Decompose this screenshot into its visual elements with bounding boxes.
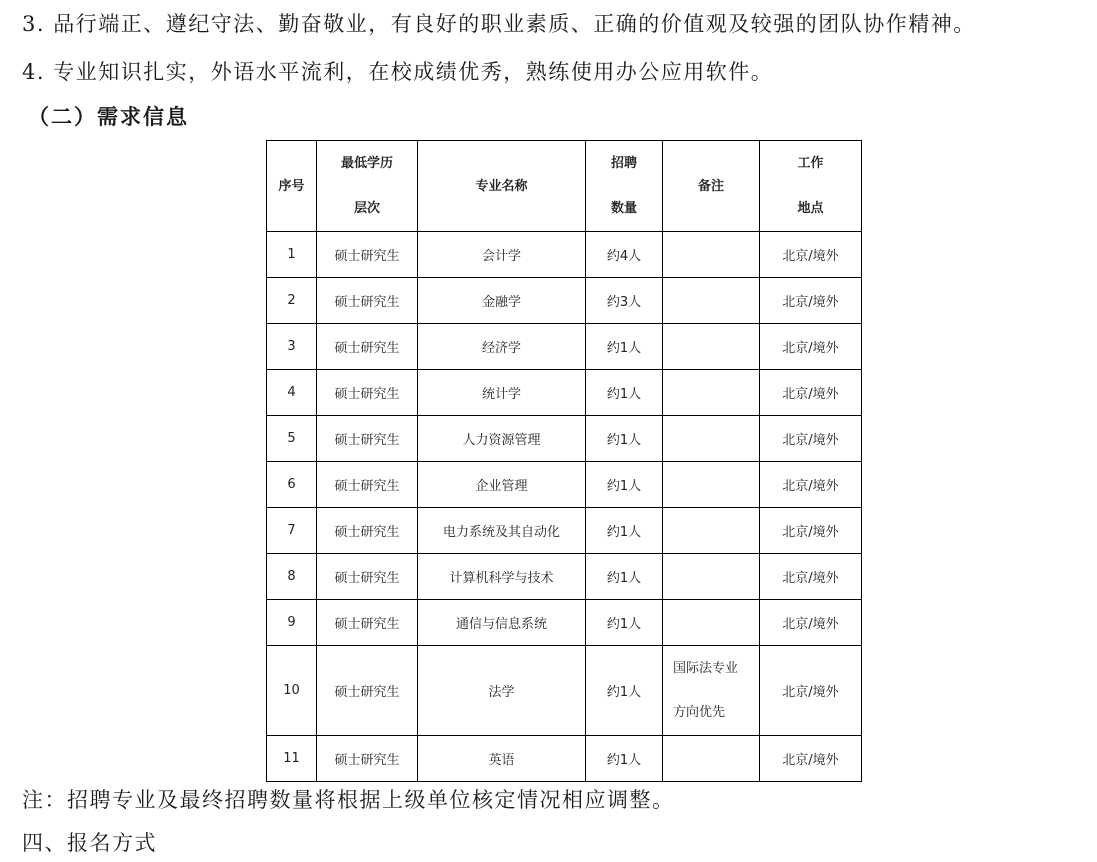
header-location-line2: 地点 — [797, 201, 824, 216]
count-cell: 约1人 — [586, 508, 663, 554]
remark-cell — [663, 554, 760, 600]
header-remark: 备注 — [663, 141, 760, 232]
count-cell: 约1人 — [586, 416, 663, 462]
education-cell: 硕士研究生 — [317, 646, 418, 736]
table-row — [267, 416, 862, 462]
row-number-cell: 5 — [267, 416, 317, 462]
location-cell: 北京/境外 — [760, 370, 862, 416]
major-cell: 经济学 — [418, 324, 586, 370]
location-cell: 北京/境外 — [760, 232, 862, 278]
location-cell: 北京/境外 — [760, 278, 862, 324]
row-number-cell: 10 — [267, 646, 317, 736]
row-number-cell: 11 — [267, 736, 317, 782]
education-cell: 硕士研究生 — [317, 736, 418, 782]
row-number-cell: 7 — [267, 508, 317, 554]
table-row — [267, 736, 862, 782]
row-number-cell: 9 — [267, 600, 317, 646]
row-number-cell: 2 — [267, 278, 317, 324]
education-cell: 硕士研究生 — [317, 416, 418, 462]
table-row — [267, 462, 862, 508]
major-cell: 金融学 — [418, 278, 586, 324]
header-count-line2: 数量 — [610, 201, 637, 216]
row-number-cell: 4 — [267, 370, 317, 416]
location-cell: 北京/境外 — [760, 416, 862, 462]
location-cell: 北京/境外 — [760, 508, 862, 554]
education-cell: 硕士研究生 — [317, 370, 418, 416]
major-cell: 统计学 — [418, 370, 586, 416]
major-cell: 人力资源管理 — [418, 416, 586, 462]
count-cell: 约1人 — [586, 324, 663, 370]
education-cell: 硕士研究生 — [317, 554, 418, 600]
major-cell: 通信与信息系统 — [418, 600, 586, 646]
section-heading: （二）需求信息 — [28, 104, 189, 129]
major-cell: 计算机科学与技术 — [418, 554, 586, 600]
table-header-row — [267, 141, 862, 232]
count-cell: 约4人 — [586, 232, 663, 278]
remark-cell — [663, 508, 760, 554]
count-cell: 约1人 — [586, 600, 663, 646]
header-no: 序号 — [267, 141, 317, 232]
remark-cell — [663, 278, 760, 324]
education-cell: 硕士研究生 — [317, 324, 418, 370]
table-row — [267, 324, 862, 370]
education-cell: 硕士研究生 — [317, 508, 418, 554]
education-cell: 硕士研究生 — [317, 600, 418, 646]
count-cell: 约3人 — [586, 278, 663, 324]
adjustment-note: 注：招聘专业及最终招聘数量将根据上级单位核定情况相应调整。 — [22, 788, 675, 812]
next-section-heading: 四、报名方式 — [22, 831, 157, 855]
demand-table — [266, 140, 862, 782]
location-cell: 北京/境外 — [760, 600, 862, 646]
header-count-line1: 招聘 — [610, 156, 637, 171]
major-cell: 法学 — [418, 646, 586, 736]
remark-cell — [663, 462, 760, 508]
remark-cell — [663, 600, 760, 646]
major-cell: 会计学 — [418, 232, 586, 278]
table-row — [267, 232, 862, 278]
row-number-cell: 8 — [267, 554, 317, 600]
education-cell: 硕士研究生 — [317, 462, 418, 508]
count-cell: 约1人 — [586, 370, 663, 416]
row-number-cell: 6 — [267, 462, 317, 508]
requirement-item-4: 4. 专业知识扎实，外语水平流利，在校成绩优秀，熟练使用办公应用软件。 — [22, 60, 774, 84]
row-number-cell: 3 — [267, 324, 317, 370]
location-cell: 北京/境外 — [760, 554, 862, 600]
remark-cell — [663, 646, 760, 736]
table-row — [267, 278, 862, 324]
table-row — [267, 646, 862, 736]
location-cell: 北京/境外 — [760, 736, 862, 782]
education-cell: 硕士研究生 — [317, 232, 418, 278]
location-cell: 北京/境外 — [760, 324, 862, 370]
header-location-line1: 工作 — [797, 156, 824, 171]
location-cell: 北京/境外 — [760, 646, 862, 736]
remark-cell — [663, 324, 760, 370]
table-row — [267, 554, 862, 600]
header-count — [586, 141, 663, 232]
count-cell: 约1人 — [586, 736, 663, 782]
table-body — [267, 232, 862, 782]
header-edu-line2: 层次 — [353, 201, 380, 216]
header-edu-line1: 最低学历 — [340, 156, 393, 171]
remark-line: 国际法专业 — [673, 660, 739, 676]
remark-cell — [663, 370, 760, 416]
table-row — [267, 370, 862, 416]
row-number-cell: 1 — [267, 232, 317, 278]
major-cell: 企业管理 — [418, 462, 586, 508]
major-cell: 电力系统及其自动化 — [418, 508, 586, 554]
count-cell: 约1人 — [586, 554, 663, 600]
remark-cell — [663, 416, 760, 462]
header-major: 专业名称 — [418, 141, 586, 232]
header-location — [760, 141, 862, 232]
header-edu — [317, 141, 418, 232]
remark-line: 方向优先 — [673, 704, 726, 720]
count-cell: 约1人 — [586, 646, 663, 736]
education-cell: 硕士研究生 — [317, 278, 418, 324]
requirement-item-3: 3. 品行端正、遵纪守法、勤奋敬业，有良好的职业素质、正确的价值观及较强的团队协作精神。 — [22, 12, 976, 36]
location-cell: 北京/境外 — [760, 462, 862, 508]
major-cell: 英语 — [418, 736, 586, 782]
remark-cell — [663, 232, 760, 278]
table-row — [267, 600, 862, 646]
table-row — [267, 508, 862, 554]
remark-cell — [663, 736, 760, 782]
count-cell: 约1人 — [586, 462, 663, 508]
